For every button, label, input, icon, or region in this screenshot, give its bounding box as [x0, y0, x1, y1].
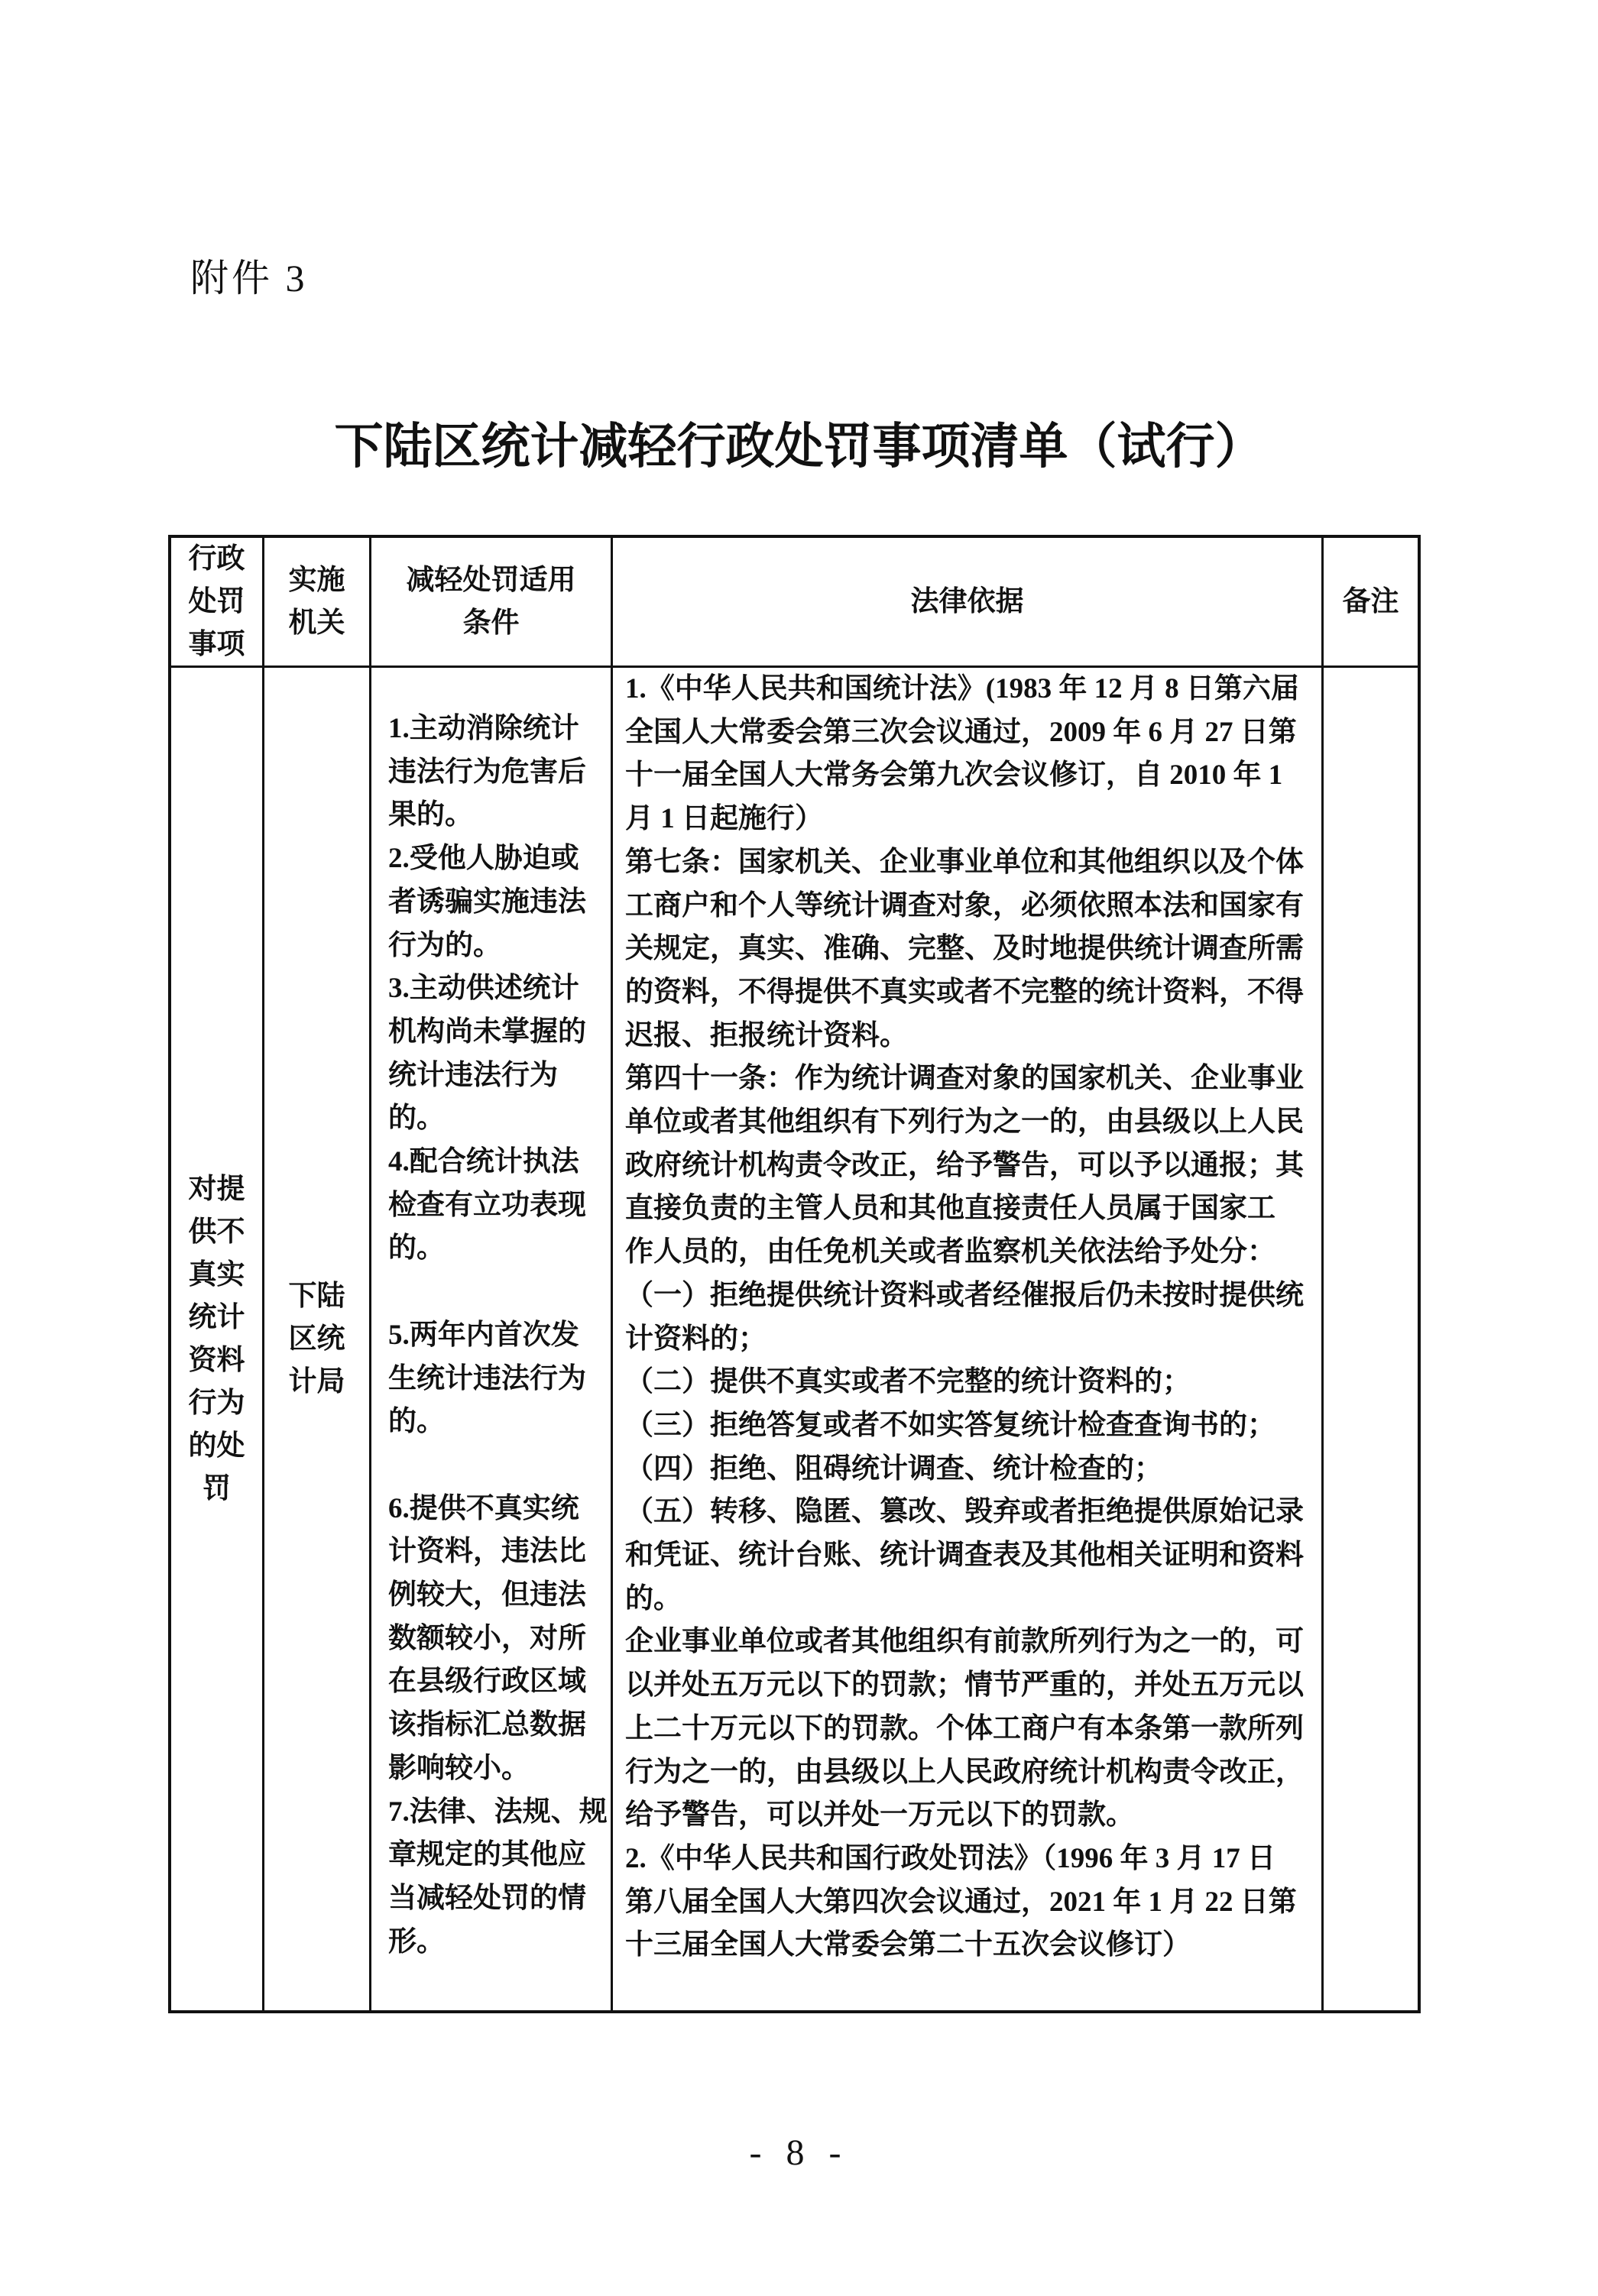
legal-basis-line: 单位或者其他组织有下列行为之一的，由县级以上人民 [625, 1106, 1304, 1138]
condition-line: 7.法律、法规、规 [388, 1796, 608, 1828]
agency-line: 区统 [288, 1323, 345, 1355]
legal-basis-line: 上二十万元以下的罚款。个体工商户有本条第一款所列 [625, 1712, 1304, 1744]
legal-basis-line: 企业事业单位或者其他组织有前款所列行为之一的，可 [625, 1626, 1304, 1658]
condition-item [388, 1488, 611, 1791]
legal-basis-line: 和凭证、统计台账、统计调查表及其他相关证明和资料 [625, 1540, 1304, 1572]
condition-line: 数额较小，对所 [388, 1622, 586, 1654]
item-line: 的处 [188, 1430, 245, 1462]
condition-item [388, 967, 611, 1141]
header-line: 实施 [288, 564, 345, 596]
condition-item [388, 837, 611, 967]
condition-line: 2.受他人胁迫或 [388, 843, 579, 875]
item-line: 对提 [188, 1173, 245, 1205]
legal-basis-line: （五）转移、隐匿、篡改、毁弃或者拒绝提供原始记录 [625, 1496, 1304, 1528]
legal-basis-line: （三）拒绝答复或者不如实答复统计检查查询书的； [625, 1409, 1275, 1441]
legal-basis-line: （二）提供不真实或者不完整的统计资料的； [625, 1366, 1191, 1398]
condition-line: 形。 [388, 1925, 445, 1958]
header-cell-agency [264, 538, 371, 668]
legal-basis-line: 第七条：国家机关、企业事业单位和其他组织以及个体 [625, 846, 1304, 878]
legal-basis-line: （四）拒绝、阻碍统计调查、统计检查的； [625, 1452, 1162, 1485]
legal-basis-line: 2.《中华人民共和国行政处罚法》（1996 年 3 月 17 日 [625, 1842, 1275, 1874]
attachment-label: 附件 3 [190, 257, 308, 300]
page-number: - 8 - [749, 2132, 849, 2173]
condition-line: 计资料，违法比 [388, 1536, 586, 1568]
header-cell-item [171, 538, 264, 668]
legal-basis-line: 计资料的； [625, 1323, 767, 1355]
condition-line: 例较大，但违法 [388, 1579, 586, 1611]
condition-line: 统计违法行为 [388, 1059, 558, 1091]
condition-line: 的。 [388, 1232, 445, 1265]
condition-line: 机构尚未掌握的 [388, 1015, 586, 1048]
item-line: 供不 [188, 1216, 245, 1248]
condition-item [388, 1141, 611, 1271]
item-line: 统计 [188, 1301, 245, 1333]
condition-line: 行为的。 [388, 929, 501, 961]
legal-basis-line: 的资料，不得提供不真实或者不完整的统计资料，不得 [625, 976, 1304, 1008]
condition-line: 的。 [388, 1406, 445, 1438]
row-cell-conditions [371, 668, 613, 2010]
row-cell-item [171, 668, 264, 2010]
condition-line: 5.两年内首次发 [388, 1319, 579, 1351]
row-cell-legal-basis [613, 668, 1324, 2010]
header-line: 行政 [188, 542, 245, 575]
legal-basis-line: 十一届全国人大常务会第九次会议修订，自 2010 年 1 [625, 759, 1283, 792]
legal-basis-line: 以并处五万元以下的罚款；情节严重的，并处五万元以 [625, 1669, 1304, 1702]
legal-basis-line: 第四十一条：作为统计调查对象的国家机关、企业事业 [625, 1063, 1304, 1095]
condition-line: 的。 [388, 1103, 445, 1135]
condition-line: 4.配合统计执法 [388, 1146, 579, 1178]
condition-line: 3.主动供述统计 [388, 973, 579, 1005]
legal-basis-line: 月 1 日起施行） [625, 803, 823, 835]
legal-basis-line: 关规定，真实、准确、完整、及时地提供统计调查所需 [625, 933, 1304, 965]
header-line: 减轻处罚适用 [406, 564, 576, 596]
condition-item [388, 1314, 611, 1444]
header-line: 处罚 [188, 585, 245, 617]
legal-basis-line: 工商户和个人等统计调查对象，必须依照本法和国家有 [625, 889, 1304, 921]
legal-basis-line: 直接负责的主管人员和其他直接责任人员属于国家工 [625, 1193, 1275, 1225]
condition-line: 者诱骗实施违法 [388, 886, 586, 918]
legal-basis-line: 1.《中华人民共和国统计法》(1983 年 12 月 8 日第六届 [625, 673, 1299, 704]
condition-line: 当减轻处罚的情 [388, 1882, 586, 1914]
header-line: 事项 [188, 628, 245, 660]
header-cell-conditions [371, 538, 613, 668]
condition-line: 果的。 [388, 799, 473, 831]
legal-basis-line: 政府统计机构责令改正，给予警告，可以予以通报；其 [625, 1149, 1304, 1181]
header-line: 条件 [462, 607, 520, 639]
header-line: 备注 [1342, 585, 1399, 617]
legal-basis-line: （一）拒绝提供统计资料或者经催报后仍未按时提供统 [625, 1279, 1304, 1311]
item-line: 罚 [203, 1472, 231, 1504]
item-line: 资料 [188, 1344, 245, 1376]
condition-line: 1.主动消除统计 [388, 713, 579, 744]
condition-line: 6.提供不真实统 [388, 1492, 579, 1524]
header-cell-remarks [1324, 538, 1418, 668]
header-cell-legal-basis [613, 538, 1324, 668]
agency-line: 计局 [288, 1365, 345, 1397]
document-title: 下陆区统计减轻行政处罚事项清单（试行） [334, 419, 1264, 474]
row-cell-remarks [1324, 668, 1418, 2010]
row-cell-agency [264, 668, 371, 2010]
condition-line: 检查有立功表现 [388, 1189, 586, 1221]
condition-line: 该指标汇总数据 [388, 1709, 586, 1741]
legal-basis-line: 作人员的，由任免机关或者监察机关依法给予处分： [625, 1236, 1275, 1268]
condition-line: 在县级行政区域 [388, 1666, 586, 1698]
condition-line: 违法行为危害后 [388, 756, 586, 788]
legal-basis-line: 全国人大常委会第三次会议通过，2009 年 6 月 27 日第 [625, 716, 1297, 748]
legal-basis-line: 迟报、拒报统计资料。 [625, 1019, 908, 1051]
header-line: 机关 [288, 607, 345, 639]
condition-item [388, 1791, 611, 1964]
legal-basis-line: 给予警告，可以并处一万元以下的罚款。 [625, 1799, 1134, 1831]
legal-basis-line: 的。 [625, 1582, 682, 1614]
condition-line: 影响较小。 [388, 1752, 530, 1784]
item-line: 行为 [188, 1387, 245, 1419]
header-line: 法律依据 [910, 585, 1024, 617]
legal-basis-line: 第八届全国人大第四次会议通过，2021 年 1 月 22 日第 [625, 1886, 1297, 1918]
condition-line: 生统计违法行为 [388, 1362, 586, 1394]
legal-basis-line: 行为之一的，由县级以上人民政府统计机构责令改正， [625, 1756, 1304, 1788]
penalty-reduction-table [168, 535, 1421, 2013]
condition-item [388, 708, 611, 837]
legal-basis-line: 十三届全国人大常委会第二十五次会议修订） [625, 1929, 1191, 1961]
condition-line: 章规定的其他应 [388, 1839, 586, 1871]
agency-line: 下陆 [288, 1280, 345, 1312]
item-line: 真实 [188, 1258, 245, 1290]
